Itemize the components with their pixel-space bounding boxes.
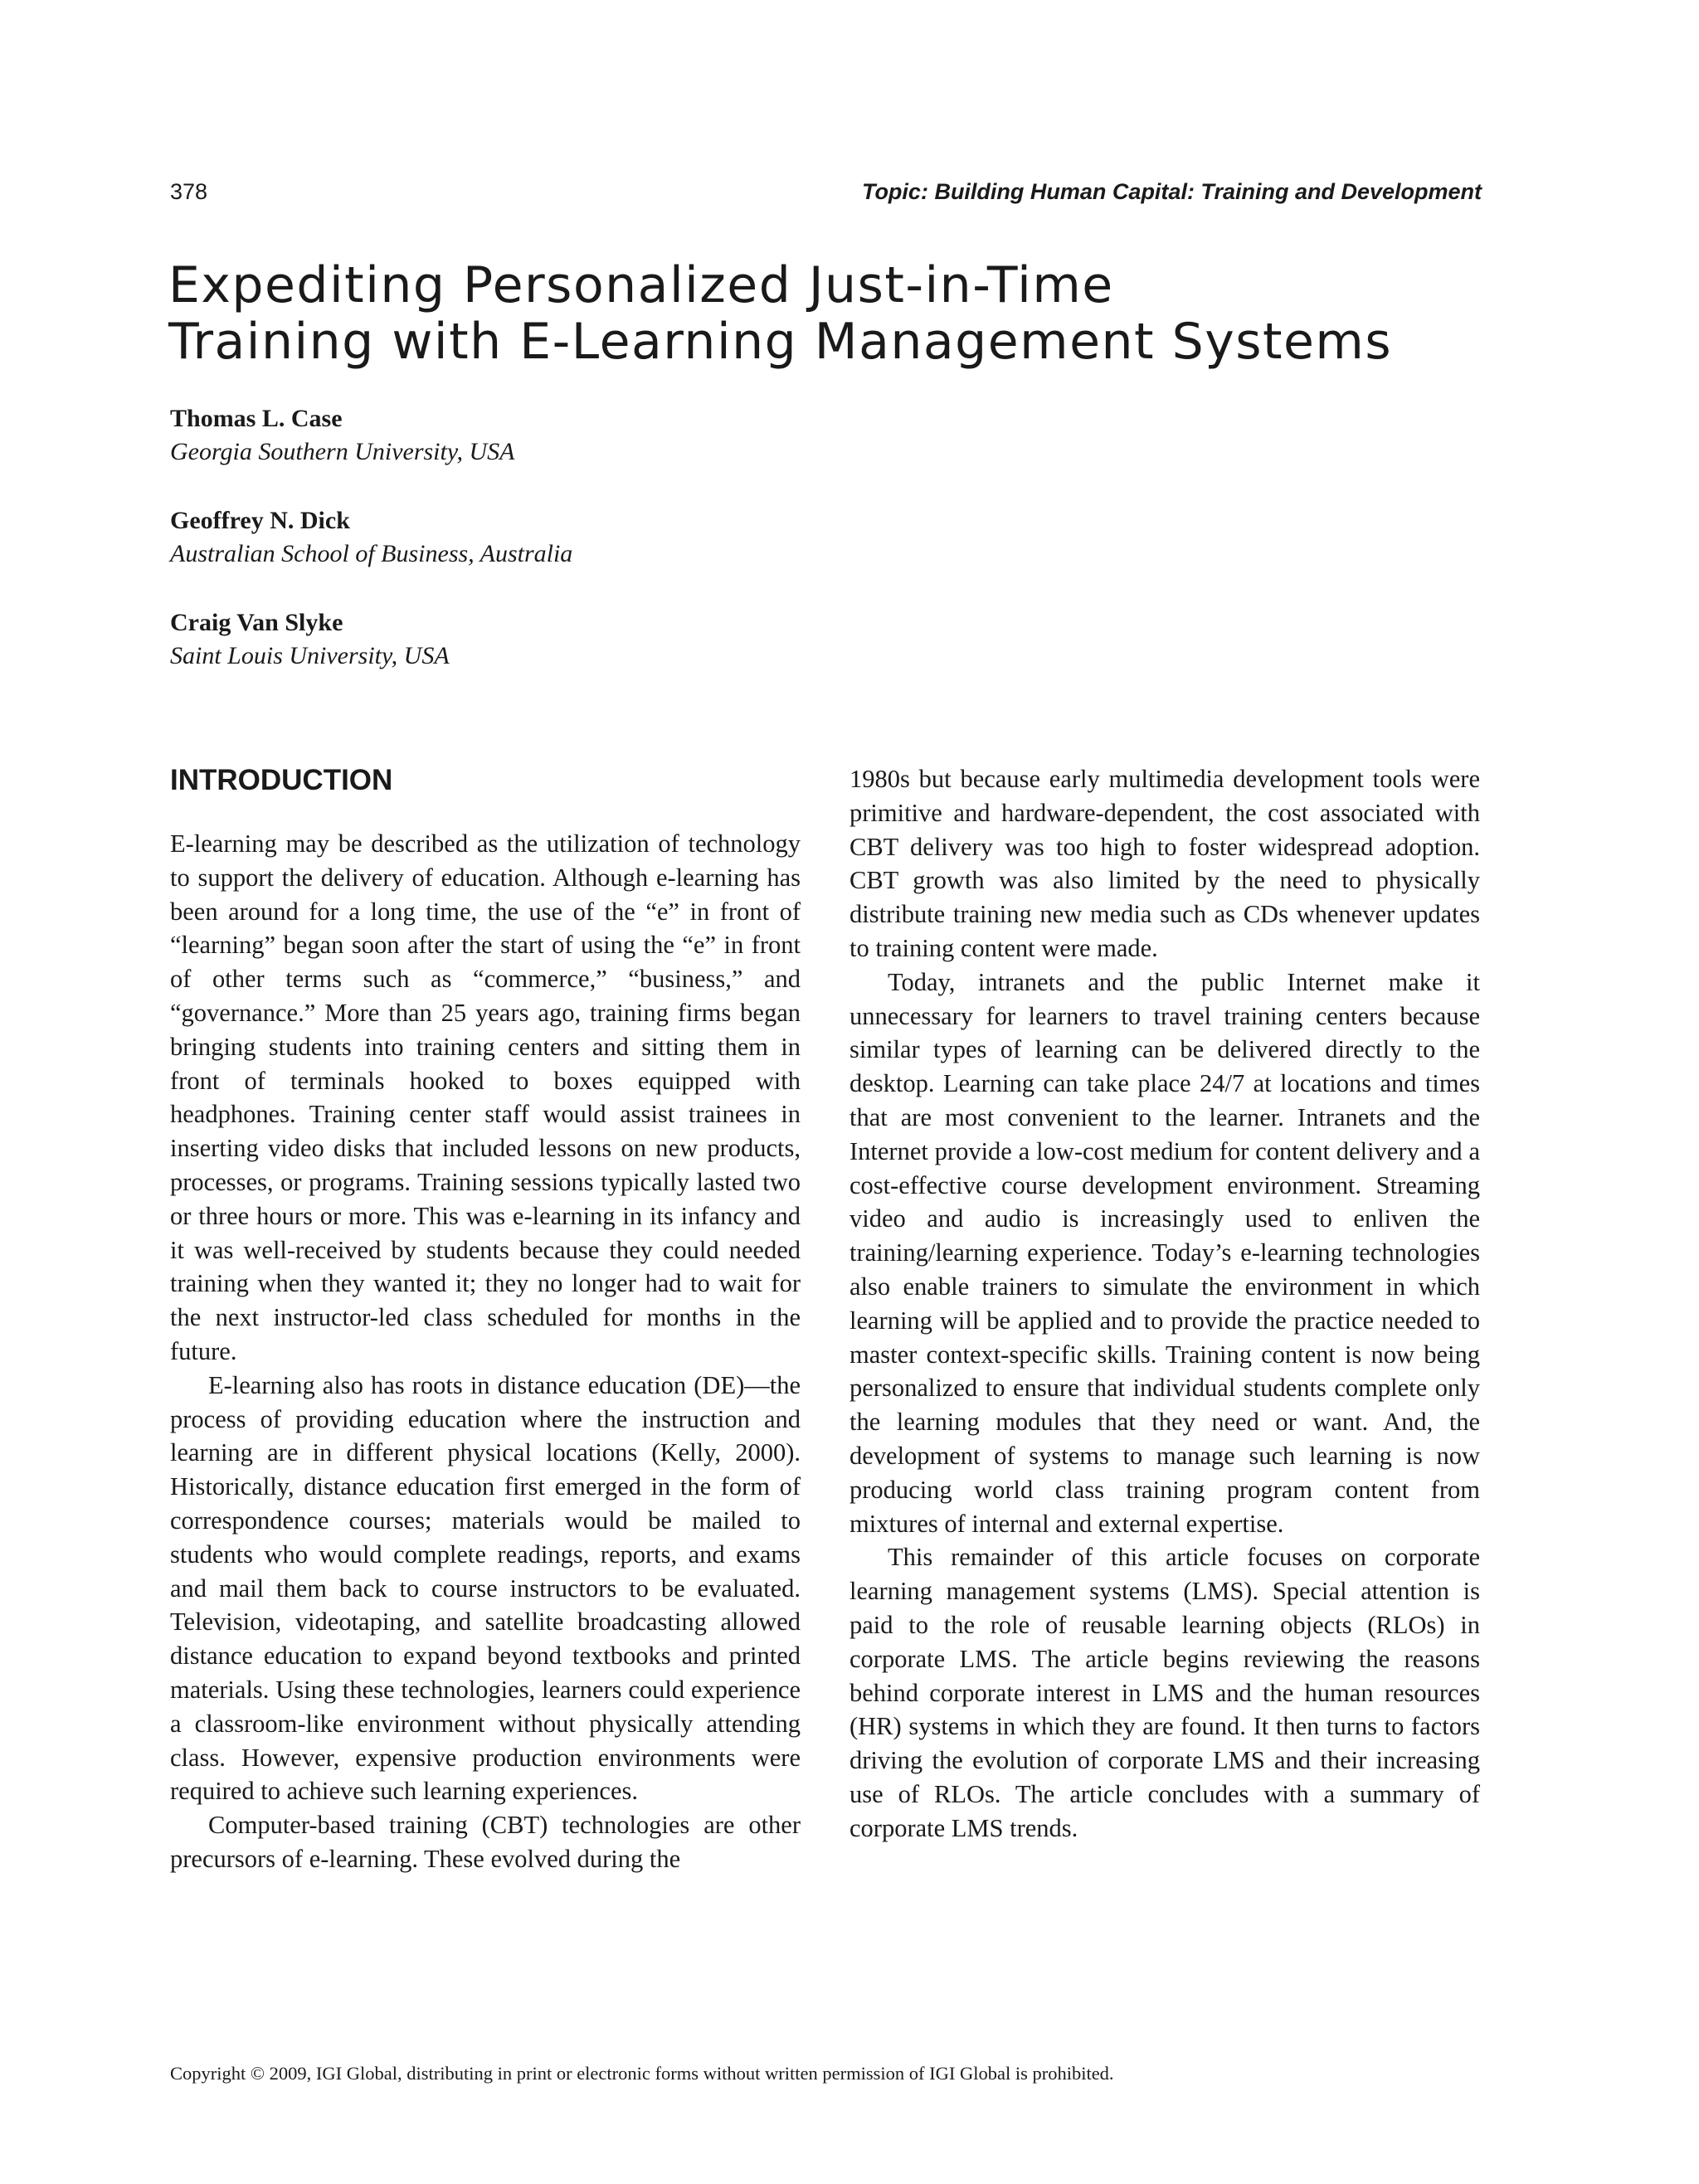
section-heading: INTRODUCTION — [170, 764, 393, 796]
author-name: Geoffrey N. Dick — [170, 507, 350, 534]
author-affiliation: Australian School of Business, Australia — [170, 540, 573, 567]
author-name: Thomas L. Case — [170, 405, 343, 432]
article-title — [168, 257, 1529, 370]
running-head: Topic: Building Human Capital: Training and Development — [861, 179, 1482, 204]
title-line-2: Training with E-Learning Management Systems — [168, 313, 1393, 371]
body-paragraph: 1980s but because early multimedia development tools were primitive and hardware-dependent, the cost associated with CBT delivery was too high to foster widespread adoption. CBT growth was also limited by the need to physically distribute training new media such as CDs whenever updates to training content were made. — [850, 765, 1480, 962]
body-paragraph: Today, intranets and the public Internet make it unnecessary for learners to travel training centers because similar types of learning can be delivered directly to the desktop. Learning can take place 24/7 at locations and times that are most convenient to the learner. Intranets and the Internet provide a low-cost medium for content delivery and a cost-effective course development environment. Streaming video and audio is increasingly used to enliven the training/learning experience. Today’s e-learning technologies also enable trainers to simulate the environment in which learning will be applied and to provide the practice needed to master context-specific skills. Training content is now being personalized to ensure that individual students complete only the learning modules that they need or want. And, the development of systems to manage such learning is now producing world class training program content from mixtures of internal and external expertise. — [850, 967, 1480, 1538]
body-column-right — [850, 762, 1480, 1846]
title-line-1: Expediting Personalized Just-in-Time — [168, 256, 1114, 314]
copyright-footer: Copyright © 2009, IGI Global, distributing in print or electronic forms without written permission of IGI Global is prohibited. — [170, 2063, 1114, 2084]
page-header — [170, 179, 1482, 212]
page-number: 378 — [170, 179, 208, 204]
body-column-left — [170, 761, 801, 1876]
author-affiliation: Saint Louis University, USA — [170, 642, 450, 669]
author-block — [170, 504, 1166, 571]
body-paragraph: E-learning may be described as the utilization of technology to support the delivery of education. Although e-learning has been around for a long time, the use of the “e” in front of “learning” began soon after the start of using the “e” in front of other terms such as “commerce,” “business,” and “governance.” More than 25 years ago, training firms began bringing students into training centers and sitting them in front of terminals hooked to boxes equipped with headphones. Training center staff would assist trainees in inserting video disks that included lessons on new products, processes, or programs. Training sessions typically lasted two or three hours or more. This was e-learning in its infancy and it was well-received by students because they could needed training when they wanted it; they no longer had to wait for the next instructor-led class scheduled for months in the future. — [170, 829, 801, 1365]
author-affiliation: Georgia Southern University, USA — [170, 438, 515, 465]
author-block — [170, 606, 1166, 673]
body-paragraph: This remainder of this article focuses on corporate learning management systems (LMS). Special attention is paid to the role of reusable learning objects (RLOs) in corporate LMS. The article begins reviewing the reasons behind corporate interest in LMS and the human resources (HR) systems in which they are found. It then turns to factors driving the evolution of corporate LMS and their increasing use of RLOs. The article concludes with a summary of corporate LMS trends. — [850, 1543, 1480, 1842]
author-block — [170, 402, 1166, 469]
author-name: Craig Van Slyke — [170, 609, 343, 636]
author-list — [170, 402, 1166, 708]
body-paragraph: E-learning also has roots in distance education (DE)—the process of providing education where the instruction and learning are in different physical locations (Kelly, 2000). Historically, distance education first emerged in the form of correspondence courses; materials would be mailed to students who would complete readings, reports, and exams and mail them back to course instructors to be evaluated. Television, videotaping, and satellite broadcasting allowed distance education to expand beyond textbooks and printed materials. Using these technologies, learners could experience a classroom-like environment without physically attending class. However, expensive production environments were required to achieve such learning experiences. — [170, 1370, 801, 1806]
body-paragraph: Computer-based training (CBT) technologies are other precursors of e-learning. These evolved during the — [170, 1811, 801, 1873]
